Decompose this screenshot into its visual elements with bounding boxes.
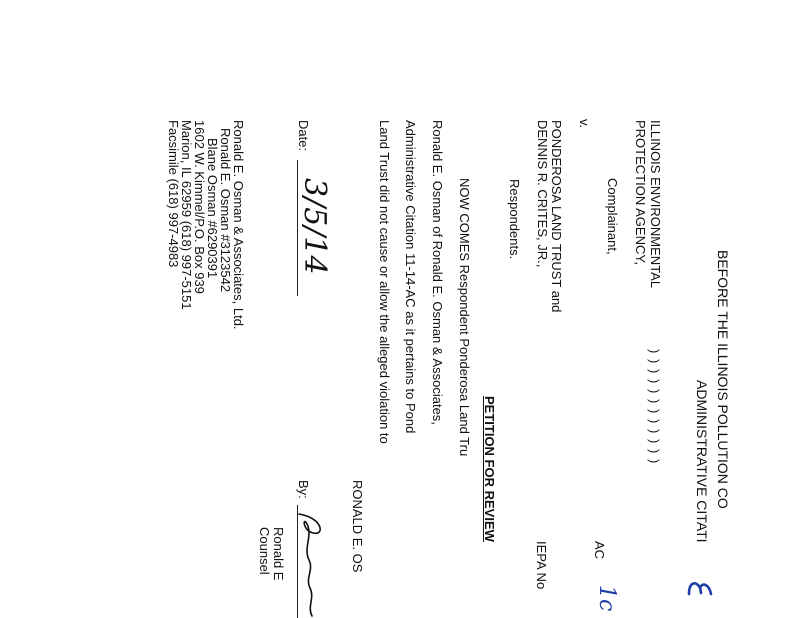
body-line3: Administrative Citation 11-14-AC as it pertains to Pond <box>403 120 418 434</box>
bracket-6: ) <box>647 399 662 404</box>
bracket-12: ) <box>647 459 662 464</box>
body-line4: Land Trust did not cause or allow the alleged violation to <box>377 120 392 444</box>
address-line-1: Ronald E. Osman & Associates, Ltd. <box>231 120 246 330</box>
date-label: Date: <box>296 120 311 152</box>
respondent-line1: PONDEROSA LAND TRUST and <box>549 120 564 313</box>
address-line-3: Blane Osman #6290391 <box>205 138 220 279</box>
address-line-5: Marion, IL 62959 (618) 997-5151 <box>179 120 194 310</box>
complainant-role: Complainant, <box>605 178 620 255</box>
handwritten-mark <box>684 578 714 602</box>
date-handwritten: 3/5/14 <box>297 178 332 275</box>
address-line-4: 1602 W. Kimmel/P.O. Box 939 <box>192 120 207 294</box>
complainant-line2: PROTECTION AGENCY, <box>633 120 648 265</box>
respondent-role: Respondents. <box>507 179 522 260</box>
address-line-2: Ronald E. Osman #3123542 <box>218 128 233 293</box>
signature-scribble <box>293 510 329 618</box>
by-label: By: <box>296 480 311 499</box>
complainant-line1: ILLINOIS ENVIRONMENTAL <box>648 120 663 289</box>
address-line-6: Facsimile (618) 997-4983 <box>166 120 181 268</box>
citation-heading: ADMINISTRATIVE CITATI <box>694 380 710 543</box>
bracket-1: ) <box>647 349 662 354</box>
ac-handwritten: 1c <box>594 585 619 612</box>
versus: v. <box>577 119 592 129</box>
petition-title: PETITION FOR REVIEW <box>482 396 497 542</box>
body-line2: Ronald E. Osman of Ronald E. Osman & Associates, <box>430 120 445 425</box>
signer-name: Ronald E <box>271 527 286 581</box>
iepa-label: IEPA No <box>534 541 549 590</box>
body-line1: NOW COMES Respondent Ponderosa Land Tru <box>457 178 472 457</box>
bracket-4: ) <box>647 379 662 384</box>
bracket-3: ) <box>647 369 662 374</box>
signature-firm: RONALD E. OS <box>350 480 365 573</box>
board-title: BEFORE THE ILLINOIS POLLUTION CO <box>715 250 731 509</box>
bracket-11: ) <box>647 449 662 454</box>
signer-role: Counsel <box>257 527 272 575</box>
document-page <box>166 0 800 618</box>
bracket-10: ) <box>647 439 662 444</box>
bracket-8: ) <box>647 419 662 424</box>
bracket-2: ) <box>647 359 662 364</box>
ac-label: AC <box>592 541 607 560</box>
bracket-5: ) <box>647 389 662 394</box>
bracket-7: ) <box>647 409 662 414</box>
bracket-9: ) <box>647 429 662 434</box>
respondent-line2: DENNIS R. CRITES, JR., <box>535 120 550 268</box>
